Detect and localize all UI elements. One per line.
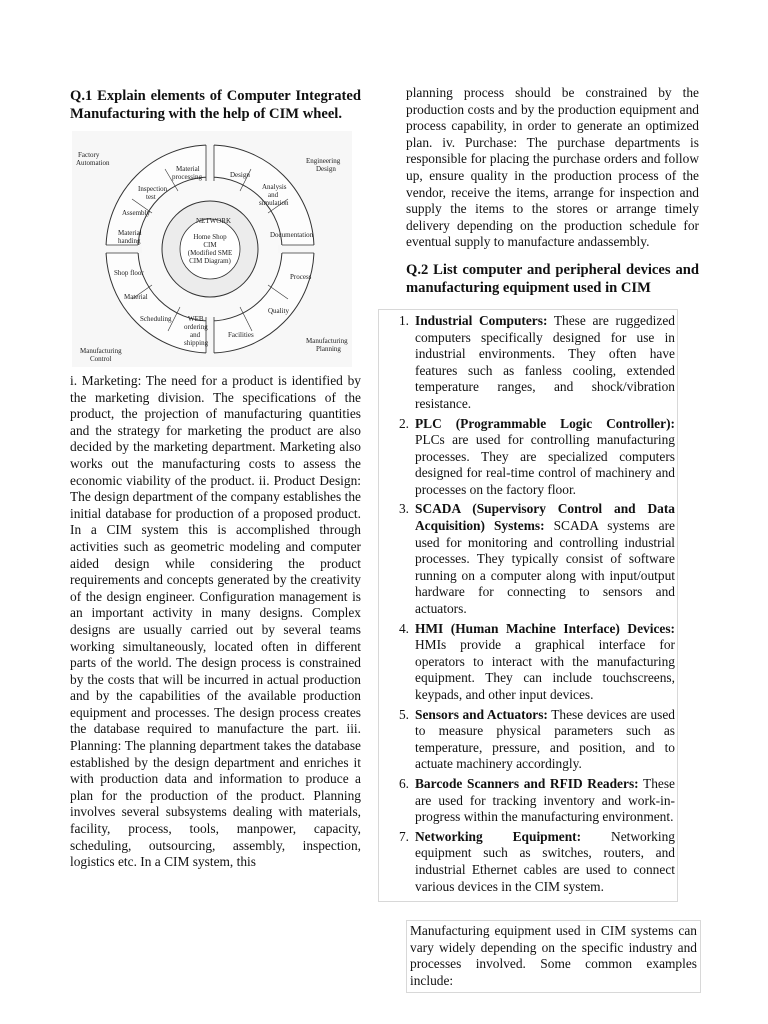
list-item — [379, 621, 675, 704]
list-text: PLCs are used for controlling manufacturing processes. They are specialized computers designed for real-time control of machinery and processes on the factory floor. — [415, 432, 675, 497]
label-quality: Quality — [268, 307, 289, 315]
list-item — [379, 313, 675, 413]
list-number: 2. — [398, 415, 409, 431]
list-text: SCADA systems are used for monitoring and controlling industrial processes. They typically consist of software running on a computer along with input/output hardware for connecting to sensors and actuators. — [415, 518, 675, 617]
label-assembly: Assembly — [122, 209, 150, 217]
label-inspection-test: Inspection test — [138, 185, 168, 201]
label-factory-automation: Factory Automation — [76, 151, 110, 167]
label-facilities: Facilities — [228, 331, 254, 339]
list-term: PLC (Programmable Logic Controller): — [415, 415, 675, 431]
label-documentation: Documentation — [270, 231, 314, 239]
list-text: These are used for tracking inventory and work-in-progress within the manufacturing environment. — [415, 775, 675, 825]
list-number: 1. — [398, 312, 409, 328]
label-network: NETWORK — [196, 217, 231, 225]
list-number: 4. — [398, 620, 409, 636]
list-item — [379, 707, 675, 773]
list-item — [379, 776, 675, 826]
label-manufacturing-control: Manufacturing Control — [80, 347, 122, 363]
list-text: Networking equipment such as switches, routers, and industrial Ethernet cables are used to connect various devices in the CIM system. — [415, 828, 675, 894]
list-term: Sensors and Actuators: — [415, 706, 548, 722]
list-term: Barcode Scanners and RFID Readers: — [415, 775, 639, 791]
list-number: 3. — [398, 501, 409, 517]
left-body-text: i. Marketing: The need for a product is identified by the marketing division. The specifications of the product, the projection of manufacturing quantities and the strategy for marketing the product are also decided by the marketing department. Marketing also works out the manufacturing costs to assess the economic viability of the product. ii. Product Design: The design department of the company establishes the initial database for production of a proposed product. In a CIM system this is accomplished through activities such as geometric modeling and computer aided design while considering the product requirements and concepts generated by the creativity of the design engineer. Configuration management is an important activity in many designs. Complex designs are usually carried out by several teams working simultaneously, located often in different parts of the world. The design process is constrained by the costs that will be incurred in actual production and by the capabilities of the available production equipment and processes. The design process creates the database required to manufacture the part. iii. Planning: The planning department takes the database established by the design department and enriches it with production data and information to produce a plan for the production of the product. Planning involves several subsystems dealing with materials, facility, process, tools, manpower, capacity, scheduling, outsourcing, assembly, inspection, logistics etc. In a CIM system, this — [70, 373, 361, 870]
devices-list — [378, 309, 678, 902]
label-analysis: Analysis and simulation — [259, 183, 289, 207]
list-text: These devices are used to measure physical parameters such as temperature, pressure, and position, and to actuate machinery accordingly. — [415, 706, 675, 772]
equipment-intro: Manufacturing equipment used in CIM systems can vary widely depending on the specific industry and processes involved. Some common examples include: — [406, 920, 701, 992]
label-scheduling: Scheduling — [140, 315, 172, 323]
q1-heading: Q.1 Explain elements of Computer Integrated Manufacturing with the help of CIM wheel. — [70, 88, 361, 122]
label-material-processing: Material processing — [172, 165, 202, 181]
list-term: Industrial Computers: — [415, 312, 548, 328]
list-text: These are ruggedized computers specifically designed for use in industrial environments. They often have features such as fanless cooling, extended temperature ranges, and shock/vibration resistance. — [415, 312, 675, 411]
list-number: 5. — [398, 706, 409, 722]
list-number: 7. — [398, 828, 409, 844]
list-number: 6. — [398, 775, 409, 791]
label-design: Design — [230, 171, 250, 179]
label-manufacturing-planning: Manufacturing Planning — [306, 337, 348, 353]
q2-heading: Q.2 List computer and peripheral devices and manufacturing equipment used in CIM — [406, 261, 699, 296]
list-item — [379, 501, 675, 617]
label-process: Process — [290, 273, 312, 281]
list-term: HMI (Human Machine Interface) Devices: — [415, 620, 675, 636]
list-term: Networking Equipment: — [415, 828, 582, 844]
list-item — [379, 416, 675, 499]
label-web-ordering: WEB ordering and shipping — [184, 315, 209, 347]
label-shop-floor: Shop floor — [114, 269, 144, 277]
right-body-text: planning process should be constrained by the production costs and by the production equipment and process capability, in order to generate an optimized plan. iv. Purchase: The purchase departments is responsible for placing the purchase orders and follow up, ensure quality in the production process of the vendor, receive the items, arrange for inspection and supply the items to the stores or arrange timely delivery depending on the production schedule for eventual supply to manufacture andassembly. — [406, 85, 699, 250]
left-column — [70, 85, 361, 871]
list-term: SCADA (Supervisory Control and Data Acquisition) Systems: — [415, 501, 675, 534]
cim-wheel-svg — [72, 131, 352, 367]
right-column — [398, 85, 699, 993]
label-center: Home Shop CIM (Modified SME CIM Diagram) — [187, 233, 233, 265]
cim-wheel-diagram — [72, 131, 352, 367]
list-item — [379, 829, 675, 895]
list-text: HMIs provide a graphical interface for operators to interact with the manufacturing equipment. They can include touchscreens, keypads, and other input devices. — [415, 637, 675, 702]
label-material: Material — [124, 293, 148, 301]
label-material-handling: Material handing — [118, 229, 142, 245]
label-engineering-design: Engineering Design — [306, 157, 341, 173]
